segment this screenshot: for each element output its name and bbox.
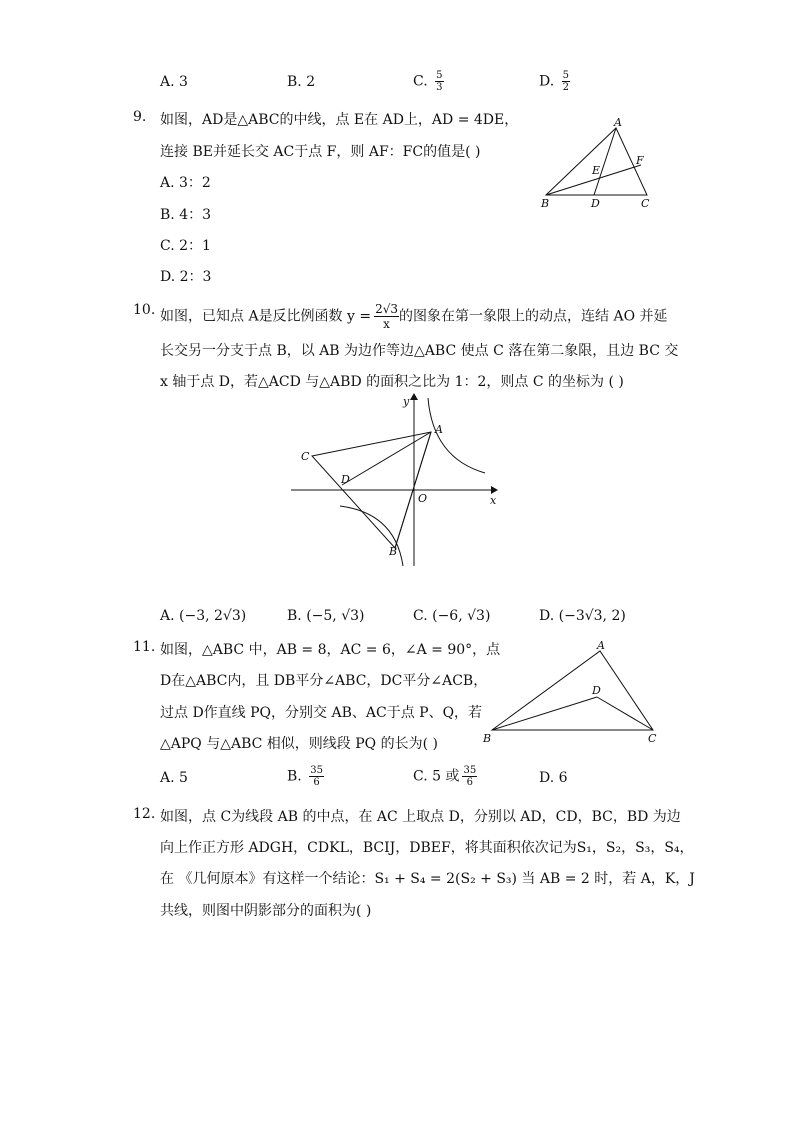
q8-option-b: B. 2 — [287, 74, 316, 90]
question-text-line: 共线，则图中阴影部分的面积为( ) — [160, 903, 372, 919]
label-e: E — [592, 164, 601, 177]
q11-option-d: D. 6 — [539, 770, 568, 786]
question-text-line: 过点 D作直线 PQ，分别交 AB、AC于点 P、Q，若 — [160, 705, 483, 721]
triangle-abc — [492, 651, 653, 730]
q10-option-b: B. (−5, √3) — [287, 608, 365, 624]
segment-bd — [492, 697, 597, 730]
question-text-line: x 轴于点 D，若△ACD 与△ABD 的面积之比为 1：2，则点 C 的坐标为 ( ) — [160, 374, 624, 390]
q10-graph-figure — [285, 388, 510, 573]
fraction: $\frac{2√3}{x}$ — [375, 302, 399, 331]
question-text-line: 连接 BE并延长交 AC于点 F，则 AF：FC的值是( ) — [160, 144, 481, 160]
q11-triangle-figure — [480, 635, 665, 750]
label-b: B — [389, 545, 398, 558]
label-b: B — [541, 197, 550, 210]
q8-option-a: A. 3 — [160, 74, 188, 90]
question-number: 10. — [133, 302, 156, 318]
q11-option-b: B. $\frac{35}{6}$ — [287, 765, 323, 788]
label-x: x — [490, 494, 497, 507]
segment-dc — [597, 697, 653, 730]
label-c: C — [648, 732, 657, 745]
label-f: F — [636, 154, 644, 167]
q10-option-a: A. (−3, 2√3) — [160, 608, 247, 624]
fraction: $\frac{5}{2}$ — [562, 70, 570, 93]
q9-triangle-figure — [536, 115, 666, 210]
segment-ad — [342, 432, 431, 485]
label-d: D — [592, 684, 601, 697]
label-b: B — [483, 732, 492, 745]
question-text-line: 在 《几何原本》有这样一个结论：S₁ + S₄ = 2(S₂ + S₃) 当 AB = 2 时，若 A，K，J — [160, 871, 695, 887]
question-text-line: 如图，已知点 A是反比例函数 y = $\frac{2√3}{x}$ 的图象在第一象限上的动点，连结 AO 并延 — [160, 302, 668, 331]
label-o: O — [418, 492, 428, 505]
label-c: C — [301, 450, 310, 463]
label-y: y — [403, 395, 410, 408]
label-a: A — [597, 639, 605, 652]
q10-option-d: D. (−3√3, 2) — [539, 608, 626, 624]
question-text-line: 如图，△ABC 中，AB = 8，AC = 6，∠A = 90°，点 — [160, 642, 501, 658]
fraction: $\frac{5}{3}$ — [436, 70, 443, 93]
question-number: 11. — [133, 639, 156, 655]
q11-option-a: A. 5 — [160, 770, 188, 786]
label-d: D — [341, 473, 350, 486]
fraction: $\frac{35}{6}$ — [310, 765, 323, 788]
question-text-line: △APQ 与△ABC 相似，则线段 PQ 的长为( ) — [160, 736, 438, 752]
label-c: C — [641, 197, 650, 210]
triangle-abc — [546, 128, 647, 195]
label-a: A — [614, 116, 622, 129]
q9-option-b: B. 4：3 — [160, 207, 212, 223]
question-text-line: 如图，点 C为线段 AB 的中点，在 AC 上取点 D，分别以 AD，CD，BC，BD 为边 — [160, 809, 681, 825]
question-number: 9. — [133, 109, 147, 125]
question-text-line: 向上作正方形 ADGH，CDKL，BCIJ，DBEF，将其面积依次记为S₁，S₂，S₃，S₄， — [160, 840, 694, 856]
q11-option-c: C. 5 或 $\frac{35}{6}$ — [413, 765, 477, 788]
q9-option-d: D. 2：3 — [160, 269, 212, 285]
q8-option-d: D. $\frac{5}{2}$ — [539, 70, 570, 93]
q9-option-a: A. 3：2 — [160, 175, 211, 191]
label-a: A — [435, 423, 443, 436]
question-number: 12. — [133, 806, 156, 822]
question-text-line: 如图，AD是△ABC的中线，点 E在 AD上，AD = 4DE， — [160, 112, 519, 128]
q8-option-c: C. $\frac{5}{3}$ — [413, 70, 443, 93]
question-text-line: D在△ABC内，且 DB平分∠ABC，DC平分∠ACB， — [160, 673, 488, 689]
question-text-line: 长交另一分支于点 B，以 AB 为边作等边△ABC 使点 C 落在第二象限，且边 BC 交 — [160, 343, 679, 359]
q10-option-c: C. (−6, √3) — [413, 608, 491, 624]
fraction: $\frac{35}{6}$ — [463, 765, 477, 788]
q9-option-c: C. 2：1 — [160, 238, 211, 254]
label-d: D — [591, 197, 600, 210]
